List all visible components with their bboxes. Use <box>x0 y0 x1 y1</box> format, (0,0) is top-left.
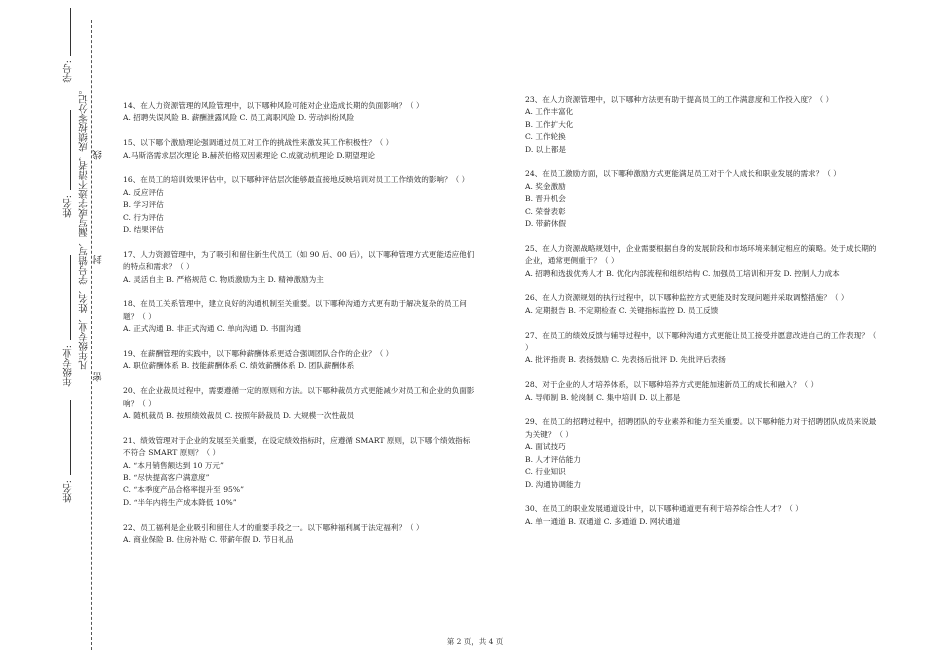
question-options: A. 随机裁员 B. 按照绩效裁员 C. 按照年龄裁员 D. 大规模一次性裁员 <box>123 411 355 421</box>
option-d: D. “半年内将生产成本降低 10%” <box>123 497 237 507</box>
option-b: B. 人才评估能力 <box>525 454 581 464</box>
option-d: D. 以上都是 <box>525 144 567 154</box>
left-column <box>123 100 475 559</box>
option-b: B. 学习评估 <box>123 200 164 210</box>
question-30 <box>525 503 877 528</box>
question-stem: 23、在人力资源管理中，以下哪种方法更有助于提高员工的工作满意度和工作投入度？（ ） <box>525 95 834 104</box>
question-stem: 25、在人力资源战略规划中，企业需要根据自身的发展阶段和市场环境来制定相应的策略。处于成长期的企业，通常更侧重于？（ ） <box>525 243 877 266</box>
question-24 <box>525 168 877 230</box>
question-options: A. 批评指责 B. 表扬鼓励 C. 先表扬后批评 D. 先批评后表扬 <box>525 355 726 365</box>
option-a: A. “本月销售额达到 10 万元” <box>123 460 224 470</box>
question-stem: 22、员工福利是企业吸引和留住人才的重要手段之一。以下哪种福利属于法定福利？（ ） <box>123 522 424 532</box>
question-stem: 30、在员工的职业发展通道设计中，以下哪种通道更有利于培养综合性人才？（ ） <box>525 504 803 514</box>
question-stem: 16、在员工的培训效果评估中，以下哪种评估层次能够最直接地反映培训对员工工作绩效的影响？（ ） <box>123 175 470 185</box>
question-stem: 20、在企业裁员过程中，需要遵循一定的原则和方法。以下哪种裁员方式更能减少对员工和企业的负面影响？（ ） <box>123 386 475 408</box>
question-28 <box>525 379 877 404</box>
question-options: A. 正式沟通 B. 非正式沟通 C. 单向沟通 D. 书面沟通 <box>123 324 302 334</box>
question-27 <box>525 330 877 367</box>
question-options: A. 职位薪酬体系 B. 技能薪酬体系 C. 绩效薪酬体系 D. 团队薪酬体系 <box>123 361 355 371</box>
binding-mi-mark: 密 <box>93 372 104 382</box>
page-footer: 第 2 页，共 4 页 <box>446 637 504 646</box>
question-stem: 29、在员工的招聘过程中，招聘团队的专业素养和能力至关重要。以下哪种能力对于招聘团队成员来说最为关键？（ ） <box>525 417 877 439</box>
grade-major-label: 年级专业: <box>63 345 74 387</box>
right-column <box>525 94 877 541</box>
option-a: A. 反应评估 <box>123 187 164 197</box>
exam-notice: 凡年级专业、姓名、学号错写、漏写或字迹不清者，成绩按零分记。 <box>79 85 90 370</box>
question-options: A. 招聘失误风险 B. 薪酬泄露风险 C. 员工离职风险 D. 劳动纠纷风险 <box>123 113 355 123</box>
question-23 <box>525 94 877 156</box>
option-c: C. 行为评估 <box>123 212 164 222</box>
question-18 <box>123 298 475 335</box>
option-d: D. 结果评估 <box>123 225 165 235</box>
school-underline <box>70 400 71 475</box>
question-options: A.马斯洛需求层次理论 B.赫茨伯格双因素理论 C.成就动机理论 D.期望理论 <box>123 150 375 160</box>
question-stem: 24、在员工激励方面，以下哪种激励方式更能满足员工对于个人成长和职业发展的需求？（ ） <box>525 169 841 179</box>
option-a: A. 工作丰富化 <box>525 107 574 117</box>
option-a: A. 面试技巧 <box>525 442 566 452</box>
question-options: A. 导师制 B. 轮岗制 C. 集中培训 D. 以上都是 <box>525 392 681 402</box>
question-25 <box>525 243 877 280</box>
option-b: B. “尽快提高客户满意度” <box>123 473 210 483</box>
binding-seal-mark: 封 <box>93 255 104 265</box>
name-label: 姓名: <box>63 195 74 218</box>
question-stem: 26、在人力资源规划的执行过程中，以下哪种监控方式更能及时发现问题并采取调整措施？（ ） <box>525 293 849 303</box>
question-20 <box>123 385 475 422</box>
option-c: C. “本季度产品合格率提升至 95%” <box>123 485 244 495</box>
question-16 <box>123 174 475 236</box>
question-stem: 19、在薪酬管理的实践中，以下哪种薪酬体系更适合强调团队合作的企业？（ ） <box>123 349 394 359</box>
question-17 <box>123 249 475 286</box>
grade-major-underline <box>70 255 71 340</box>
binding-margin <box>0 0 110 672</box>
question-stem: 18、在员工关系管理中，建立良好的沟通机制至关重要。以下哪种沟通方式更有助于解决复杂的员工问题？（ ） <box>123 299 467 321</box>
question-options: A. 单一通道 B. 双通道 C. 多通道 D. 网状通道 <box>525 516 681 526</box>
option-c: C. 荣誉表彰 <box>525 206 566 216</box>
question-stem: 17、人力资源管理中，为了吸引和留住新生代员工（如 90 后、00 后），以下哪种管理方式更能适应他们的特点和需求？（ ） <box>123 249 475 272</box>
option-b: B. 工作扩大化 <box>525 119 574 129</box>
question-stem: 21、绩效管理对于企业的发展至关重要，在设定绩效指标时，应遵循 SMART 原则，以下哪个绩效指标不符合 SMART 原则？（ ） <box>123 435 471 458</box>
question-options: A. 商业保险 B. 住房补贴 C. 带薪年假 D. 节日礼品 <box>123 535 294 545</box>
option-c: C. 行业知识 <box>525 467 566 477</box>
name-underline <box>70 110 71 190</box>
school-label: 姓名: <box>63 480 74 503</box>
question-options: A. 招聘和选拔优秀人才 B. 优化内部流程和组织结构 C. 加强员工培训和开发 D. 控制人力成本 <box>525 268 840 278</box>
binding-dashed-line <box>91 20 92 650</box>
question-19 <box>123 348 475 373</box>
binding-line-mark: 线 <box>93 150 104 160</box>
question-21 <box>123 435 475 509</box>
question-26 <box>525 292 877 317</box>
question-15 <box>123 137 475 162</box>
student-id-underline <box>70 8 71 56</box>
question-stem: 14、在人力资源管理的风险管理中，以下哪种风险可能对企业造成长期的负面影响？（ ） <box>123 101 424 110</box>
option-a: A. 奖金激励 <box>525 181 566 191</box>
student-id-label: 学号: <box>63 60 74 83</box>
question-options: A. 定期报告 B. 不定期检查 C. 关键指标监控 D. 员工反馈 <box>525 305 719 315</box>
question-22 <box>123 522 475 547</box>
question-14 <box>123 100 475 125</box>
option-d: D. 带薪休假 <box>525 219 567 229</box>
option-c: C. 工作轮换 <box>525 132 566 142</box>
question-29 <box>525 416 877 490</box>
question-options: A. 灵活自主 B. 严格规范 C. 物质激励为主 D. 精神激励为主 <box>123 274 324 284</box>
question-stem: 15、以下哪个激励理论强调通过员工对工作的挑战性来激发其工作积极性？（ ） <box>123 138 394 148</box>
question-stem: 27、在员工的绩效反馈与辅导过程中，以下哪种沟通方式更能让员工接受并愿意改进自己的工作表现？（ ） <box>525 330 877 353</box>
question-stem: 28、对于企业的人才培养体系，以下哪种培养方式更能加速新员工的成长和融入？（ ） <box>525 380 819 390</box>
option-d: D. 沟通协调能力 <box>525 479 582 489</box>
option-b: B. 晋升机会 <box>525 194 566 204</box>
